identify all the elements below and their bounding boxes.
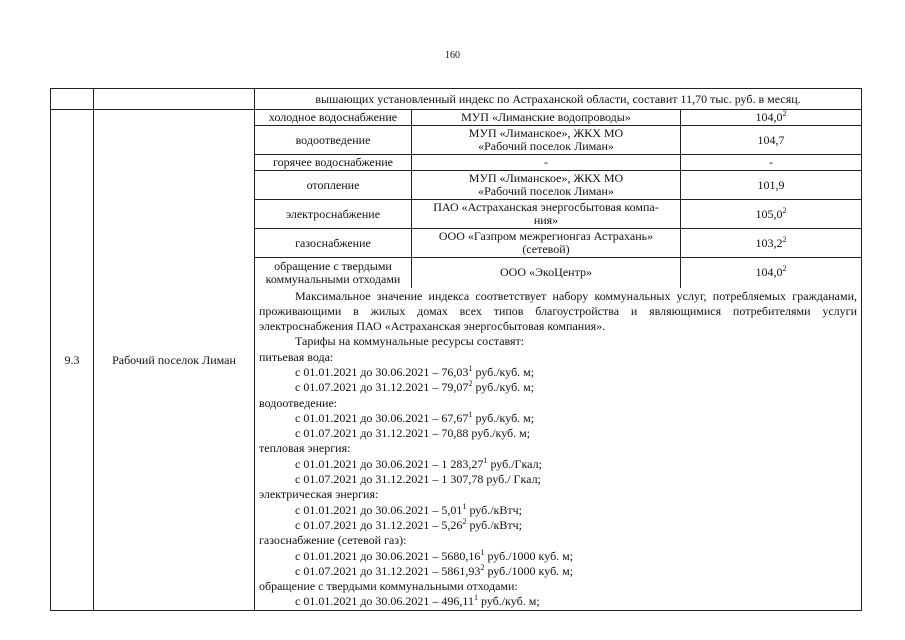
tariffs-list [259,350,857,610]
tariff-heading: питьевая вода: [259,349,334,364]
service-name: горячее водоснабжение [255,155,412,171]
tariff-period-value: с 01.01.2021 до 30.06.2021 – 5680,16 [295,548,481,563]
service-name: отопление [255,171,412,200]
tariff-unit: руб./1000 куб. м; [484,548,574,563]
tariff-period-value: с 01.07.2021 до 31.12.2021 – 70,88 руб./куб. м; [295,426,531,441]
empty-number-cell [51,89,94,110]
footnote-mark: 2 [462,516,467,526]
tariff-period-value: с 01.01.2021 до 30.06.2021 – 5,01 [295,502,463,517]
organization-line: - [544,155,548,169]
organization-line: «Рабочий поселок Лиман» [478,184,614,198]
index-number: 104,0 [755,265,783,280]
tariff-unit: руб./куб. м; [472,410,535,425]
organization-line: МУП «Лиманское», ЖКХ МО [468,171,624,185]
footnote-mark: 1 [468,409,473,419]
tariff-line [259,426,857,441]
tariff-line [259,411,857,426]
tariff-period-value: с 01.07.2021 до 31.12.2021 – 79,07 [295,380,469,395]
tariff-line [259,365,857,380]
footnote-mark: 2 [782,264,787,274]
tariff-period-value: с 01.07.2021 до 31.12.2021 – 1 307,78 руб./ Гкал; [295,472,541,487]
service-row [255,200,861,229]
organization-line: МУП «Лиманское», ЖКХ МО [468,126,624,140]
tariff-period-value: с 01.07.2021 до 31.12.2021 – 5,26 [295,517,463,532]
service-organization [412,171,681,200]
footnote-mark: 1 [462,501,467,511]
tariff-heading: обращение с твердыми коммунальными отходами: [259,579,518,594]
index-value [681,258,862,288]
organization-line: ООО «Газпром межрегионгаз Астрахань» [438,229,654,243]
organization-line: «Рабочий поселок Лиман» [478,139,614,153]
service-row [255,110,861,126]
row-number: 9.3 [51,110,94,611]
tariff-heading: тепловая энергия: [259,441,351,456]
tariff-line [259,518,857,533]
tariff-line [259,457,857,472]
index-number: - [769,155,773,169]
service-row [255,171,861,200]
service-organization [412,200,681,229]
tariff-heading: электрическая энергия: [259,487,379,502]
tariff-unit: руб./1000 куб. м; [484,563,574,578]
index-value [681,126,862,155]
index-number: 105,0 [755,206,783,221]
index-number: 104,7 [757,132,785,147]
tariff-period-value: с 01.07.2021 до 31.12.2021 – 5861,93 [295,563,481,578]
organization-line: ния» [533,213,559,227]
index-number: 104,0 [755,110,783,124]
tariff-unit: руб./куб. м; [472,364,535,379]
tariff-table [50,88,862,611]
settlement-name: Рабочий поселок Лиман [94,110,255,611]
index-number: 101,9 [757,177,785,192]
index-value [681,200,862,229]
footnote-mark: 2 [782,234,787,244]
service-name: обращение с твердыми коммунальными отходами [255,258,412,288]
tariff-period-value: с 01.01.2021 до 30.06.2021 – 76,03 [295,364,469,379]
footnote-mark: 2 [468,379,473,389]
tariff-unit: руб./куб. м; [472,380,535,395]
footnote-mark: 2 [782,205,787,215]
organization-line: ПАО «Астраханская энергосбытовая компа- [433,200,659,214]
footnote-mark: 1 [468,363,473,373]
service-row [255,126,861,155]
tariff-line [259,503,857,518]
services-table [255,110,861,288]
footnote-mark: 1 [483,455,488,465]
index-value [681,229,862,258]
service-organization [412,258,681,288]
footnote-mark: 1 [474,593,478,603]
tariff-period-value: с 01.01.2021 до 30.06.2021 – 496,11 [295,594,474,609]
index-number: 103,2 [755,235,783,250]
service-name: холодное водоснабжение [255,110,412,126]
details-cell [255,110,862,611]
tariff-line [259,549,857,564]
service-name: электроснабжение [255,200,412,229]
tariff-unit: руб./Гкал; [487,456,542,471]
organization-line: ООО «ЭкоЦентр» [500,265,592,280]
service-organization [412,126,681,155]
tariffs-intro: Тарифы на коммунальные ресурсы составят: [295,334,525,349]
index-value [681,155,862,171]
intro-row [51,89,862,110]
tariff-text [255,288,861,610]
organization-line: МУП «Лиманские водопроводы» [461,110,631,124]
intro-text: вышающих установленный индекс по Астраханской области, составит 11,70 тыс. руб. в месяц. [255,89,862,110]
service-organization [412,155,681,171]
footnote-mark: 1 [480,547,485,557]
service-organization [412,229,681,258]
tariff-period-value: с 01.01.2021 до 30.06.2021 – 1 283,27 [295,456,484,471]
index-value [681,171,862,200]
tariff-line [259,564,857,579]
tariff-line [259,380,857,395]
footnote-mark: 2 [782,109,787,118]
index-paragraph: Максимальное значение индекса соответствует набору коммунальных услуг, потребляемых гражданами, проживающими в жилых домах всех типов благоустройства и являющимися потребителями услуги электроснабжения ПАО «Астраханская энергосбытовая компания». [259,288,857,334]
organization-line: (сетевой) [522,242,570,256]
footnote-mark: 2 [480,562,485,572]
tariff-line [259,472,857,487]
service-row [255,258,861,288]
tariff-unit: руб./кВтч; [466,517,523,532]
index-value [681,110,862,126]
service-row [255,155,861,171]
service-name: водоотведение [255,126,412,155]
tariff-heading: водоотведение: [259,395,338,410]
page-number: 160 [445,50,460,61]
service-organization [412,110,681,126]
tariff-heading: газоснабжение (сетевой газ): [259,533,407,548]
tariff-period-value: с 01.01.2021 до 30.06.2021 – 67,67 [295,410,469,425]
tariff-unit: руб./куб. м; [478,594,540,609]
tariff-unit: руб./кВтч; [466,502,523,517]
tariff-line [259,594,857,609]
settlement-row [51,110,862,611]
empty-name-cell [94,89,255,110]
service-row [255,229,861,258]
service-name: газоснабжение [255,229,412,258]
